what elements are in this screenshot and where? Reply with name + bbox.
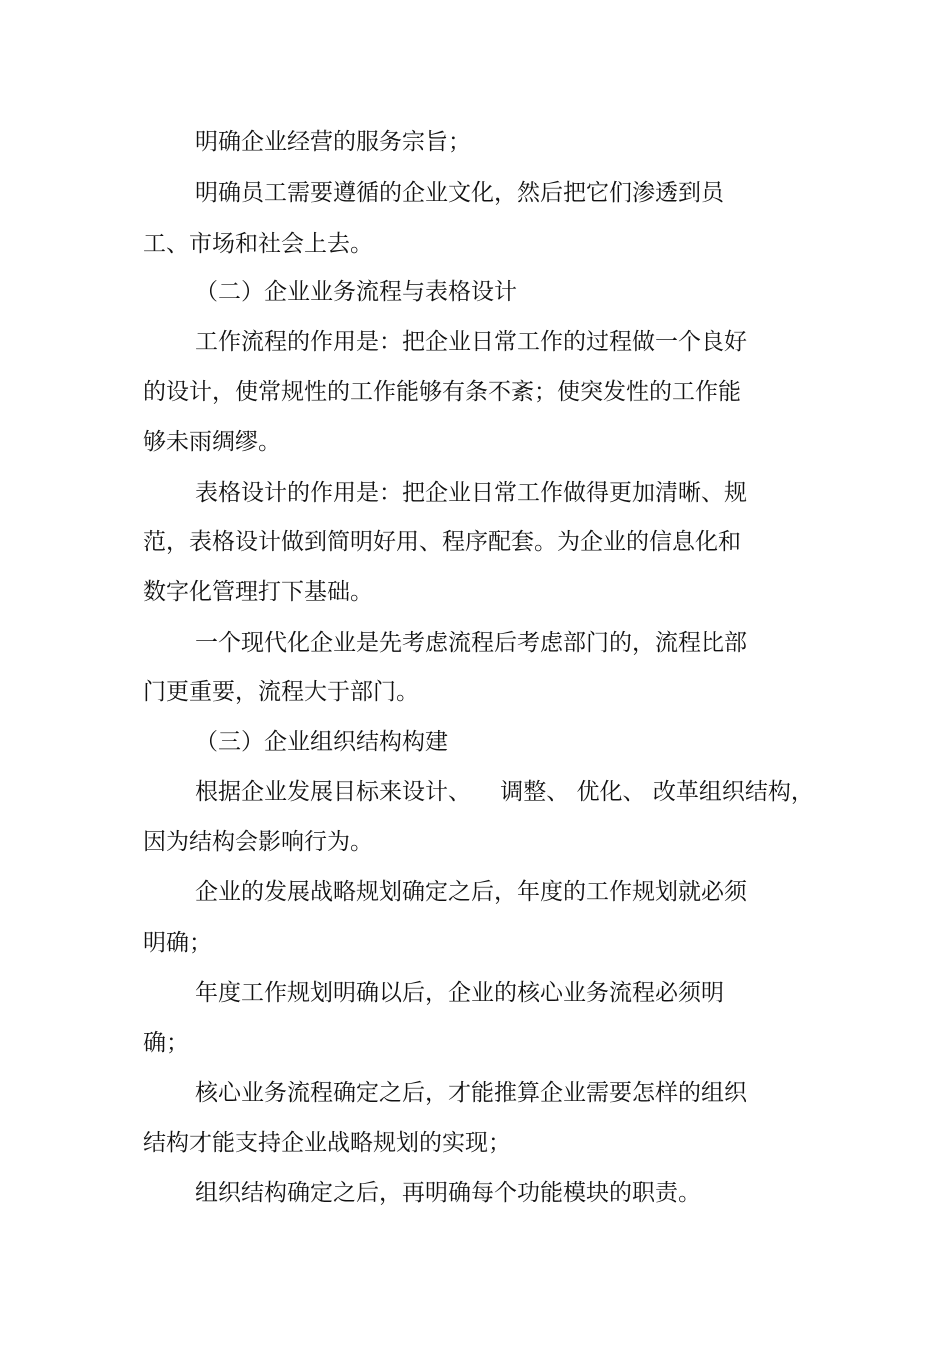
text-line: 够未雨绸缪。 — [143, 429, 281, 455]
section-heading: （二）企业业务流程与表格设计 — [195, 279, 517, 305]
text-line: 一个现代化企业是先考虑流程后考虑部门的，流程比部 — [195, 630, 747, 656]
text-line: 门更重要，流程大于部门。 — [143, 679, 419, 705]
section-heading: （三）企业组织结构构建 — [195, 729, 448, 755]
text-line: 企业的发展战略规划确定之后，年度的工作规划就必须 — [195, 879, 747, 905]
text-line: 工、市场和社会上去。 — [143, 231, 373, 257]
text-line: 明确员工需要遵循的企业文化，然后把它们渗透到员 — [195, 180, 724, 206]
text-line: 范，表格设计做到简明好用、程序配套。为企业的信息化和 — [143, 529, 741, 555]
text-line: 工作流程的作用是：把企业日常工作的过程做一个良好 — [195, 329, 747, 355]
text-line: 数字化管理打下基础。 — [143, 579, 373, 605]
text-line: 明确； — [143, 930, 212, 956]
text-line: 明确企业经营的服务宗旨； — [195, 129, 471, 155]
text-line: 的设计，使常规性的工作能够有条不紊；使突发性的工作能 — [143, 379, 741, 405]
text-line: 因为结构会影响行为。 — [143, 829, 373, 855]
text-line: 结构才能支持企业战略规划的实现； — [143, 1130, 511, 1156]
text-line: 年度工作规划明确以后，企业的核心业务流程必须明 — [195, 980, 724, 1006]
text-line: 根据企业发展目标来设计、 调整、 优化、 改革组织结构， — [195, 779, 814, 805]
text-line: 核心业务流程确定之后，才能推算企业需要怎样的组织 — [195, 1080, 747, 1106]
text-line: 组织结构确定之后，再明确每个功能模块的职责。 — [195, 1180, 701, 1206]
text-line: 确； — [143, 1030, 189, 1056]
text-line: 表格设计的作用是：把企业日常工作做得更加清晰、规 — [195, 480, 747, 506]
